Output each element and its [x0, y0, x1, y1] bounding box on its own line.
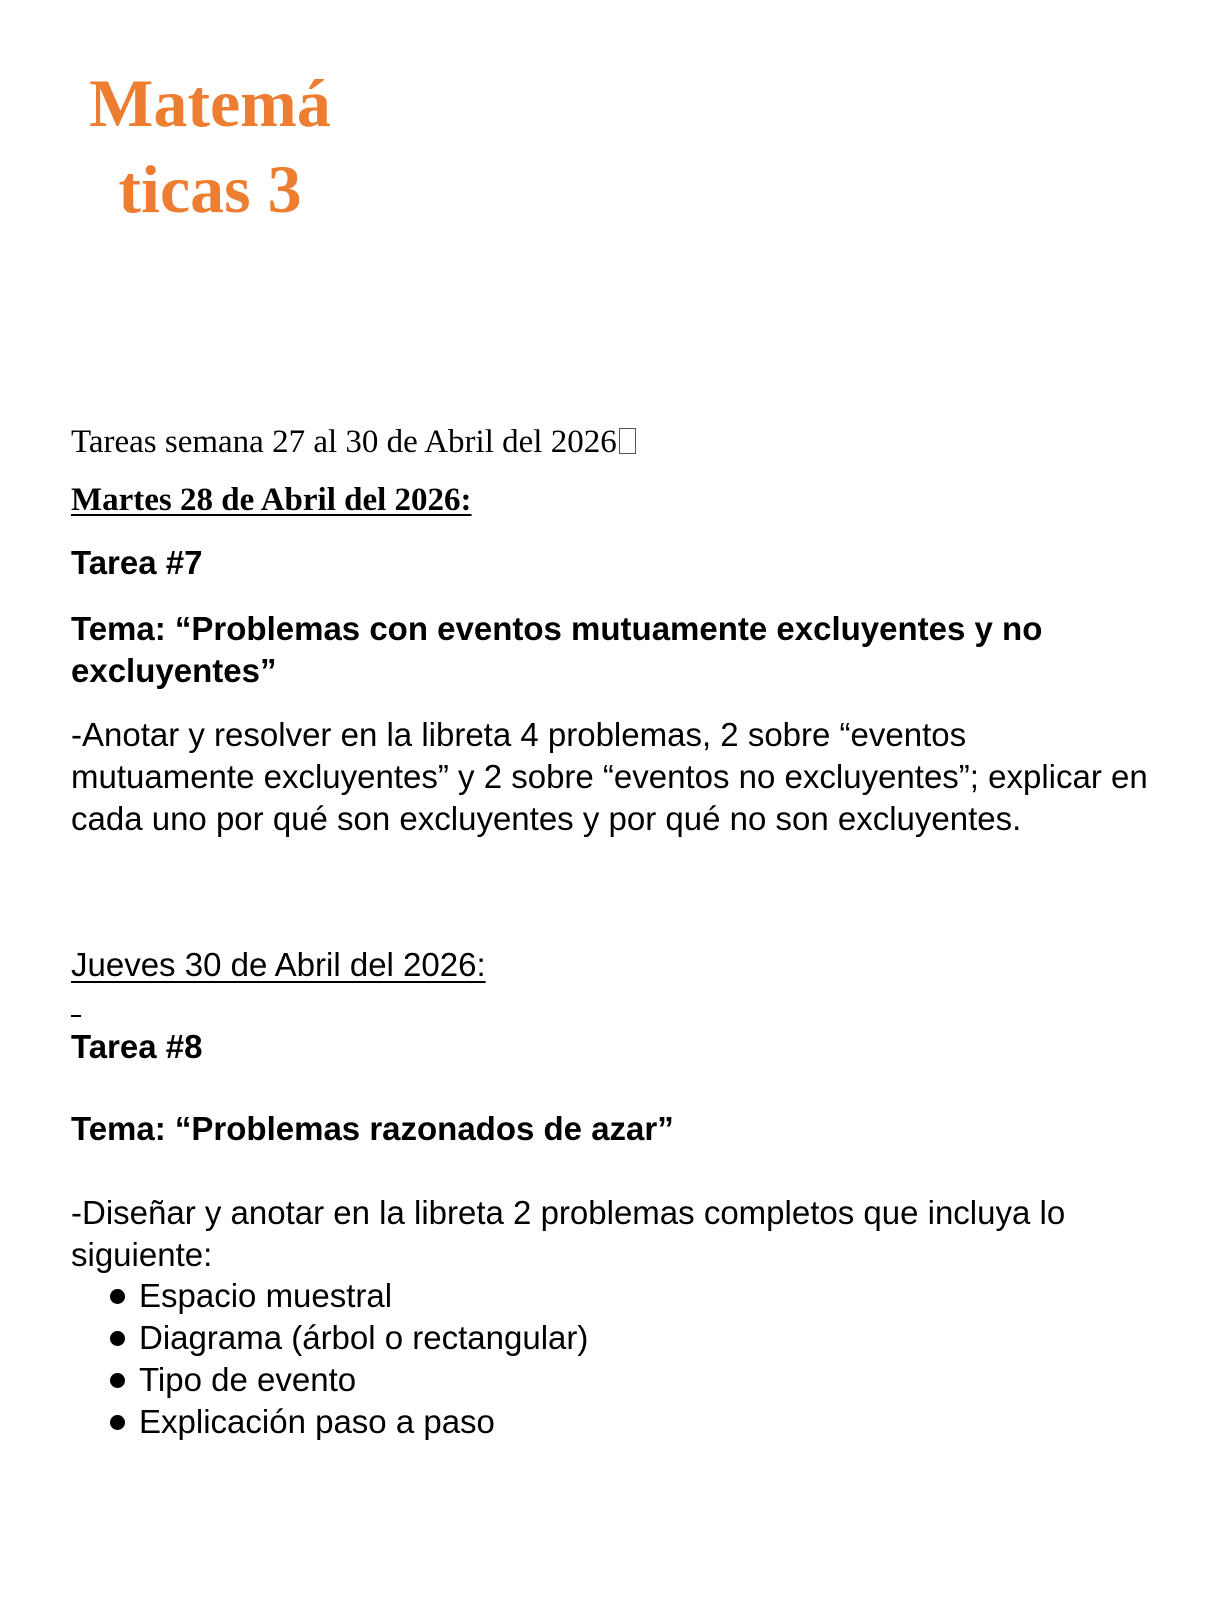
section-2-task: Tarea #8	[71, 1028, 203, 1065]
missing-glyph-icon	[619, 428, 636, 454]
section-2-bullet-list	[104, 1275, 588, 1443]
list-item: Explicación paso a paso	[104, 1401, 588, 1443]
title-line-2: ticas 3	[118, 151, 302, 227]
title-line-1: Matemá	[89, 65, 331, 141]
list-item: Espacio muestral	[104, 1275, 588, 1317]
bullet-icon	[110, 1373, 125, 1388]
section-1-date: Martes 28 de Abril del 2026:	[71, 482, 472, 518]
section-2-instructions: -Diseñar y anotar en la libreta 2 problemas completos que incluya lo siguiente:	[71, 1194, 1066, 1273]
list-item: Tipo de evento	[104, 1359, 588, 1401]
document-title	[60, 60, 360, 232]
section-2-date-text: Jueves 30 de Abril del 2026:	[71, 946, 486, 983]
section-1-instructions: -Anotar y resolver en la libreta 4 problemas, 2 sobre “eventos mutuamente excluyentes” y 2 sobre “eventos no excluyentes”; explicar en cada uno por qué son excluyentes y por qué no son excluyentes.	[71, 716, 1148, 837]
bullet-icon	[110, 1331, 125, 1346]
list-item: Diagrama (árbol o rectangular)	[104, 1317, 588, 1359]
week-line	[71, 420, 636, 464]
section-1-task: Tarea #7	[71, 544, 203, 581]
section-1-topic: Tema: “Problemas con eventos mutuamente excluyentes y no excluyentes”	[71, 610, 1043, 689]
bullet-icon	[110, 1289, 125, 1304]
section-2-topic: Tema: “Problemas razonados de azar”	[71, 1110, 674, 1147]
week-line-text: Tareas semana 27 al 30 de Abril del 2026	[71, 424, 617, 460]
bullet-icon	[110, 1415, 125, 1430]
stray-dash	[71, 1015, 81, 1017]
section-2-date	[71, 944, 486, 986]
